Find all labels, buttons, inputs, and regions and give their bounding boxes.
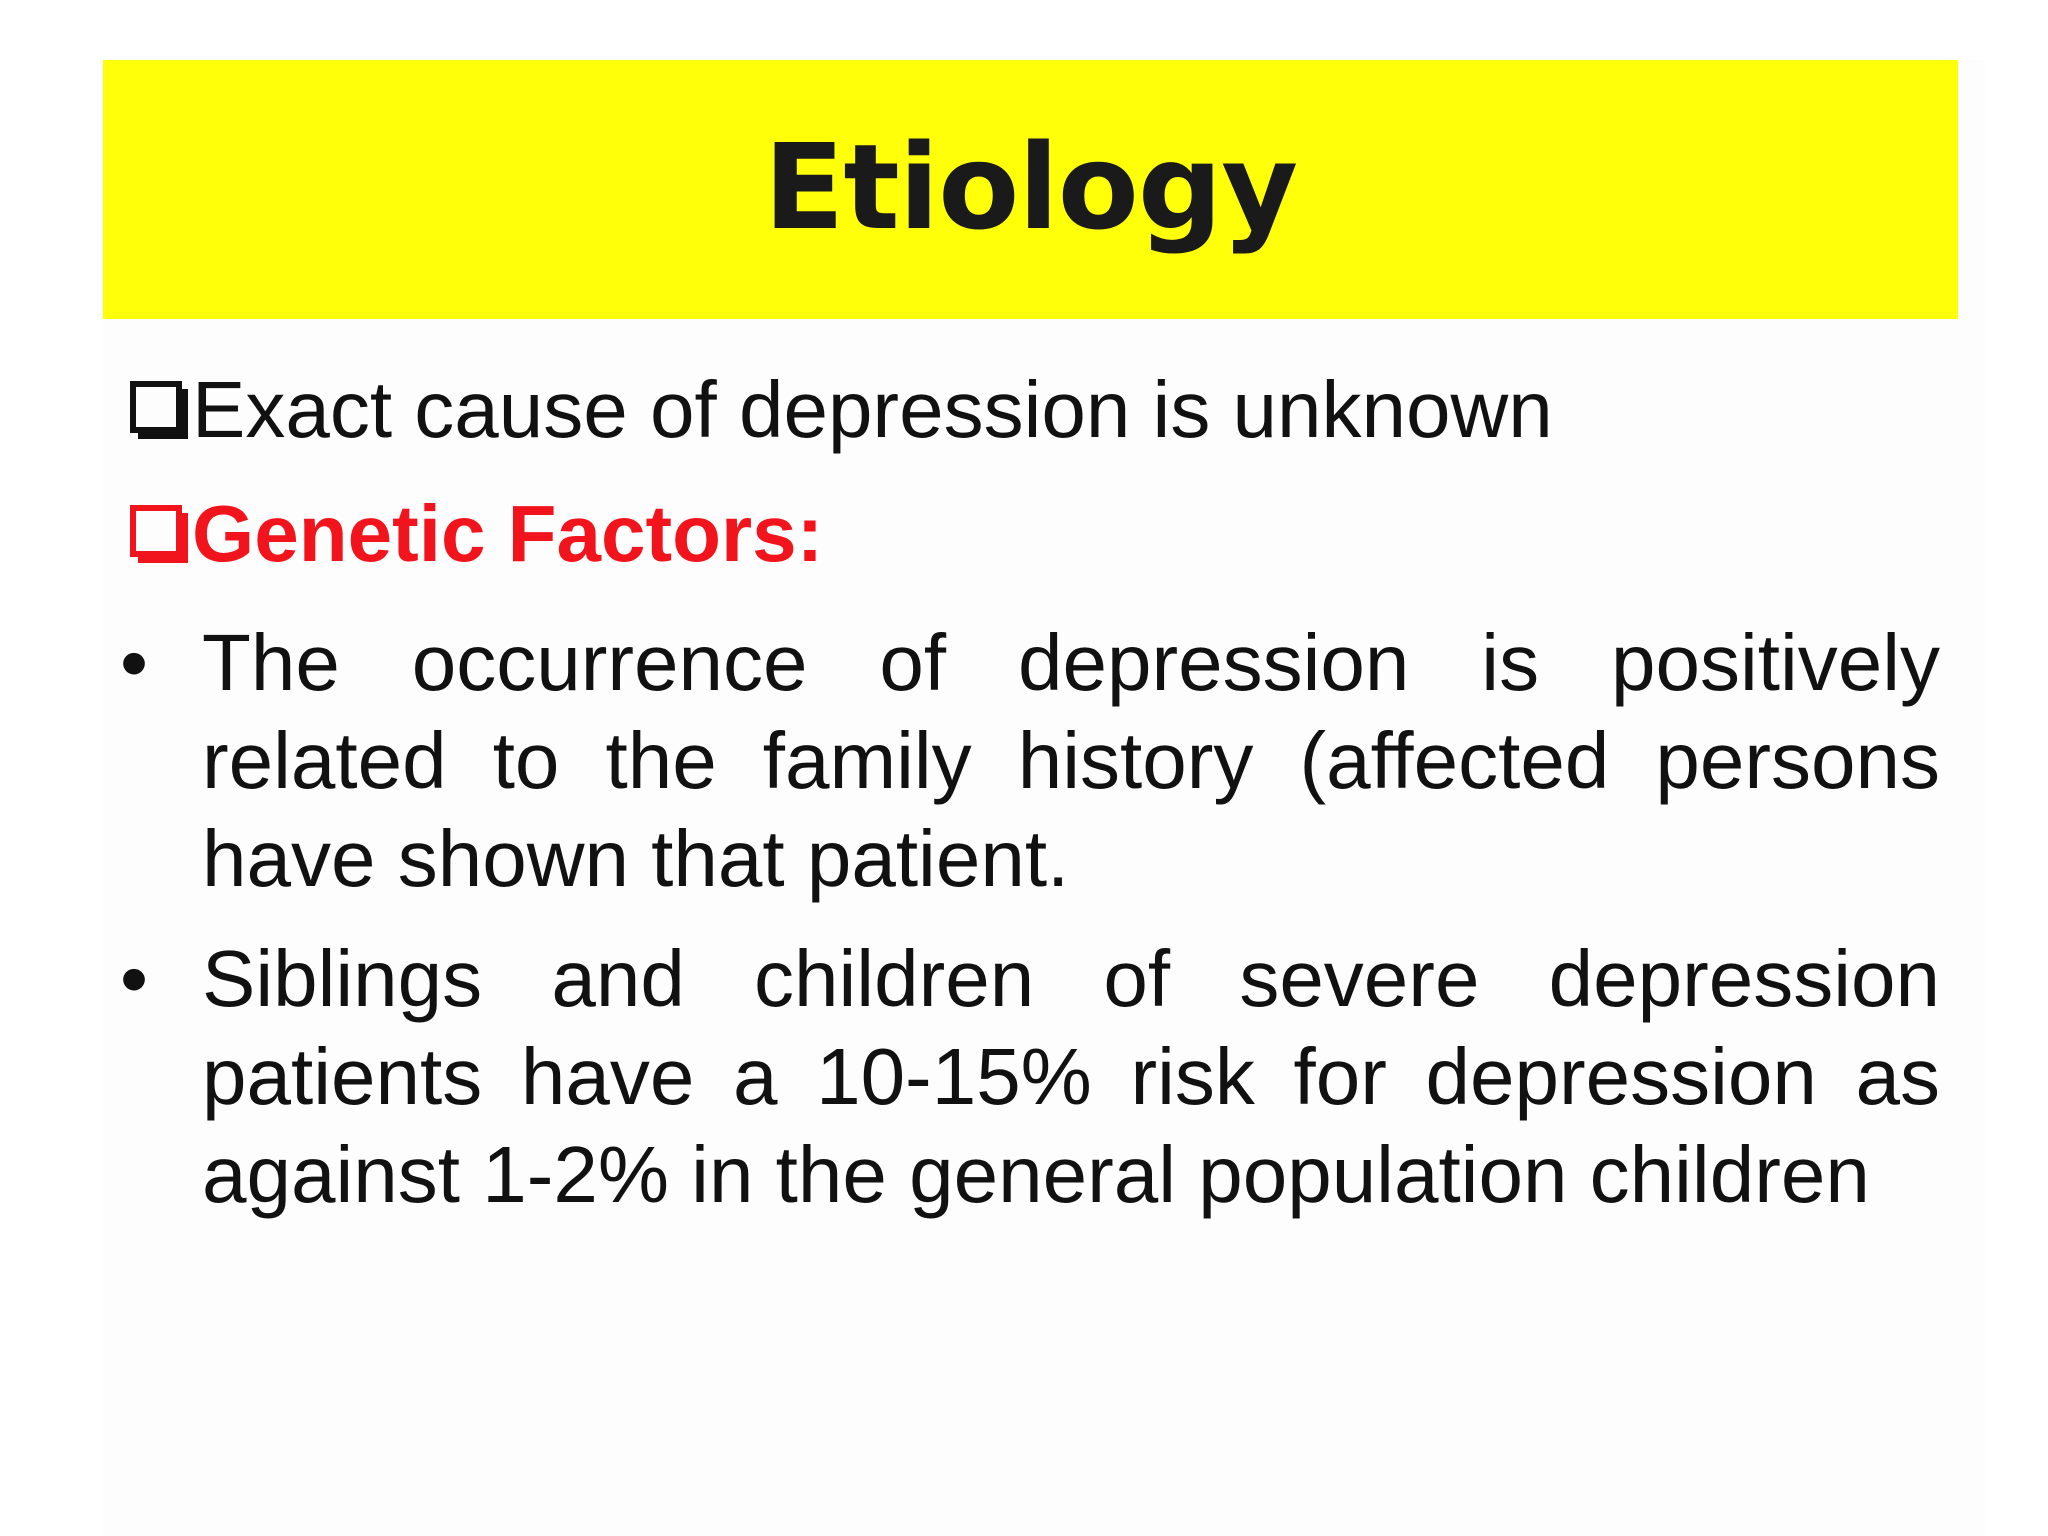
bullet-family-history-text: The occurrence of depression is positively related to the family history (affected persons have shown that patient. (202, 618, 1940, 903)
bullet-siblings-risk (120, 930, 1940, 1224)
slide-title: Etiology (763, 117, 1298, 256)
bullet-dot: • (120, 618, 149, 707)
checkbox-icon (130, 381, 188, 439)
item-exact-cause (130, 365, 1553, 454)
title-bar (103, 60, 1958, 319)
item-genetic-factors-text: Genetic Factors: (192, 489, 824, 578)
item-exact-cause-text: Exact cause of depression is unknown (192, 365, 1553, 454)
bullet-dot: • (120, 934, 149, 1023)
item-genetic-factors (130, 489, 824, 578)
bullet-siblings-risk-text: Siblings and children of severe depression patients have a 10-15% risk for depression as against 1-2% in the general population children (202, 934, 1940, 1219)
checkbox-icon (130, 505, 188, 563)
bullet-family-history (120, 614, 1940, 908)
